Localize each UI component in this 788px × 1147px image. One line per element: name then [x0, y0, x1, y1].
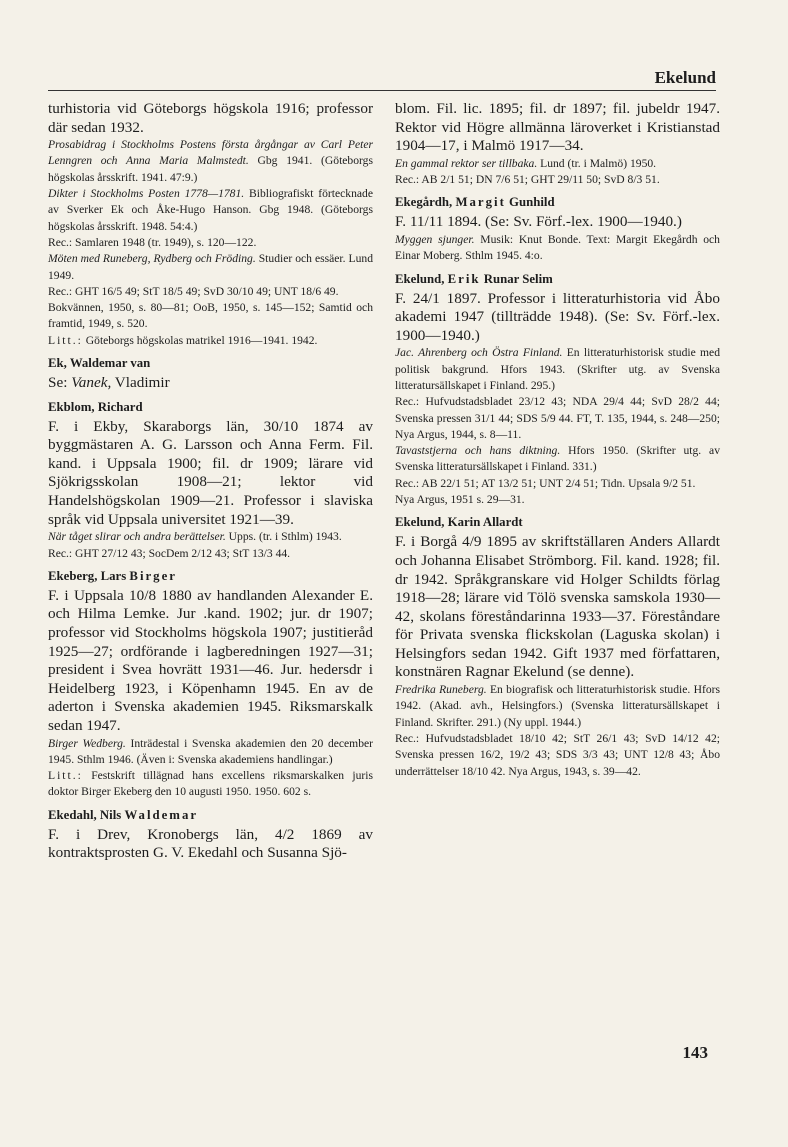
text-run: Inträdestal i Svenska akademien den 20 december 1945. Sthlm 1946. (Även i: Svenska akademiens handlingar.)	[48, 736, 374, 766]
text-run: blom. Fil. lic. 1895; fil. dr 1897; fil. jubeldr 1947. Rektor vid Högre allmänna läroverket i Kristianstad 1904—17, i Malmö 1917—34.	[395, 100, 720, 155]
work-title: När tåget slirar och andra berättelser.	[48, 530, 226, 544]
bibliography-line	[395, 394, 720, 443]
entry-heading	[395, 194, 720, 211]
bibliography-line	[395, 232, 720, 265]
entry-heading	[48, 568, 373, 585]
entry-heading	[48, 807, 373, 824]
work-title: Birger Wedberg.	[48, 736, 126, 750]
page-number: 143	[682, 1043, 708, 1062]
entry-heading	[48, 399, 373, 416]
work-title: Möten med Runeberg, Rydberg och Fröding.	[48, 252, 256, 266]
biography-text	[395, 533, 720, 682]
work-title: Prosabidrag i Stockholms Postens första årgångar av Carl Peter Lenngren och Anna Maria Malmstedt.	[48, 138, 373, 168]
bibliography-line	[48, 235, 373, 251]
entry-heading	[395, 271, 720, 288]
biography-text	[48, 587, 373, 736]
bibliography-line	[395, 682, 720, 731]
work-title: Tavaststjerna och hans diktning.	[395, 444, 561, 458]
text-run: Rec.: GHT 27/12 43; SocDem 2/12 43; StT 13/3 44.	[48, 546, 291, 560]
text-run: Ekeberg, Lars	[48, 568, 130, 583]
spaced-name: Waldemar	[124, 807, 199, 822]
bibliography-line	[48, 333, 373, 349]
running-header	[48, 68, 716, 91]
bibliography-line	[395, 345, 720, 394]
entry-heading	[48, 355, 373, 372]
bibliography-line	[395, 492, 720, 508]
text-run: En litteraturhistorisk studie med politisk bakgrund. Hfors 1943. (Skrifter utg. av Svenska litteratursällskapet i Finland. 295.)	[395, 346, 720, 392]
text-run: turhistoria vid Göteborgs högskola 1916; professor där sedan 1932.	[48, 100, 373, 136]
bibliography-line	[395, 731, 720, 780]
left-column	[48, 100, 373, 863]
text-run: F. i Drev, Kronobergs län, 4/2 1869 av kontraktsprosten G. V. Ekedahl och Susanna Sjö-	[48, 825, 373, 862]
text-run: F. i Uppsala 10/8 1880 av handlanden Alexander E. och Hilma Lemke. Jur .kand. 1902; jur. dr 1907; professor vid Stockholms högskola 1907; justitieråd 1925—27; ordförande i lagberedningen 1927—31; president i Svea hovrätt 1931—46. Jur. hedersdr i Heidelberg 1923, i Köpenhamn 1945. En av de aderton i Svenska akademien 1945. Riksmarskalk sedan 1947.	[48, 586, 373, 734]
text-run: Rec.: AB 2/1 51; DN 7/6 51; GHT 29/11 50; SvD 8/3 51.	[395, 173, 660, 187]
text-run: Rec.: Samlaren 1948 (tr. 1949), s. 120—122.	[48, 235, 257, 249]
text-run: Ekedahl, Nils	[48, 807, 125, 822]
text-run: Rec.: GHT 16/5 49; StT 18/5 49; SvD 30/10 49; UNT 18/6 49.	[48, 284, 339, 298]
biography-text	[48, 418, 373, 530]
bibliography-line	[48, 186, 373, 235]
right-column	[395, 100, 720, 780]
bibliography-line	[48, 137, 373, 186]
text-run: Studier och essäer. Lund 1949.	[48, 252, 373, 282]
text-run: Lund (tr. i Malmö) 1950.	[537, 156, 657, 170]
biography-text	[395, 213, 720, 232]
biography-text	[395, 100, 720, 156]
literature-label: Litt.:	[48, 333, 83, 347]
text-run: Ekelund,	[395, 271, 448, 286]
bibliography-line	[48, 300, 373, 333]
text-run: F. i Ekby, Skaraborgs län, 30/10 1874 av byggmästaren A. G. Larsson och Anna Ferm. Fil. kand. i Uppsala 1900; fil. dr 1909; lärare vid Sjökrigsskolan 1908—21; lektor vid Handelshögskolan 1909—21. Professor i slaviska språk vid Uppsala universitet 1921—39.	[48, 417, 373, 528]
work-title: Fredrika Runeberg.	[395, 683, 487, 697]
work-title: Jac. Ahrenberg och Östra Finland.	[395, 346, 563, 360]
cross-reference: Vanek,	[71, 374, 112, 392]
bibliography-line	[48, 284, 373, 300]
biography-text	[48, 100, 373, 137]
text-run: Rec.: Hufvudstadsbladet 18/10 42; StT 26/1 43; SvD 14/12 42; Svenska pressen 16/2, 19/2 43; SDS 3/3 43; UNT 12/8 43; Åbo underrättelser 18/10 42. Nya Argus, 1943, s. 39—42.	[395, 731, 720, 778]
running-title: Ekelund	[654, 68, 716, 87]
text-run: F. 11/11 1894. (Se: Sv. Förf.-lex. 1900—1940.)	[395, 213, 682, 231]
text-run: Se:	[48, 374, 72, 392]
text-run: Gbg 1941. (Göteborgs högskolas årsskrift. 1941. 47:9.)	[48, 154, 373, 184]
entry-heading	[395, 514, 720, 531]
biography-text	[48, 826, 373, 863]
bibliography-line	[395, 476, 720, 492]
literature-label: Litt.:	[48, 769, 83, 783]
bibliography-line	[395, 156, 720, 172]
bibliography-line	[48, 546, 373, 562]
bibliography-line	[48, 736, 373, 769]
text-run: Musik: Knut Bonde. Text: Margit Ekegårdh och Einar Moberg. Sthlm 1945. 4:o.	[395, 232, 720, 263]
text-run: Rec.: AB 22/1 51; AT 13/2 51; UNT 2/4 51; Tidn. Upsala 9/2 51.	[395, 476, 696, 490]
bibliography-line	[48, 251, 373, 284]
text-run: Ek, Waldemar van	[48, 356, 151, 371]
bibliography-line	[395, 172, 720, 188]
text-run: F. 24/1 1897. Professor i litteraturhistoria vid Åbo akademi 1947 (tillträdde 1948). (Se: Sv. Förf.-lex. 1900—1940.)	[395, 289, 720, 344]
text-run: F. i Borgå 4/9 1895 av skriftställaren Anders Allardt och Johanna Elisabet Strömborg. Fil. kand. 1928; fil. dr 1942. Språkgranskare vid Holger Schildts förlag 1918—28; lärare vid Tölö svenska samskola 1930—42, skolans föreståndarinna 1933—37. Föreståndare för Privata svenska flickskolan (Laguska skolan) i Helsingfors sedan 1942. Gift 1937 med författaren, konstnären Ragnar Ekelund (se denne).	[395, 533, 720, 681]
spaced-name: Birger	[129, 568, 177, 583]
text-run: Upps. (tr. i Sthlm) 1943.	[225, 530, 342, 544]
biography-text	[48, 374, 373, 393]
text-run: En biografisk och litteraturhistorisk studie. Hfors 1942. (Akad. avh., Helsingfors.) (Svenska litteratursällskapet i Finland. Skrifter. 291.) (Ny uppl. 1944.)	[395, 683, 720, 729]
bibliography-line	[395, 443, 720, 476]
work-title: En gammal rektor ser tillbaka.	[395, 156, 538, 170]
text-run: Ekblom, Richard	[48, 399, 143, 414]
spaced-name: Erik	[447, 271, 481, 286]
biography-text	[395, 290, 720, 346]
text-run: Ekelund, Karin Allardt	[395, 515, 523, 530]
text-run: Göteborgs högskolas matrikel 1916—1941. 1942.	[82, 333, 318, 347]
text-run: Ekegårdh,	[395, 195, 456, 210]
work-title: Myggen sjunger.	[395, 232, 475, 246]
text-run: Bibliografiskt förtecknade av Sverker Ek och Åke-Hugo Hanson. Gbg 1948. (Göteborgs högskolas årsskrift. 1948. 54:4.)	[48, 187, 373, 233]
text-run: Gunhild	[505, 195, 555, 210]
text-run: Vladimir	[111, 374, 170, 392]
text-run: Hfors 1950. (Skrifter utg. av Svenska litteratursällskapet i Finland. 331.)	[395, 444, 720, 474]
work-title: Dikter i Stockholms Posten 1778—1781.	[48, 187, 245, 201]
bibliography-line	[48, 529, 373, 545]
text-run: Bokvännen, 1950, s. 80—81; OoB, 1950, s. 145—152; Samtid och framtid, 1949, s. 520.	[48, 301, 373, 331]
text-run: Runar Selim	[480, 271, 553, 286]
bibliography-line	[48, 768, 373, 801]
text-run: Nya Argus, 1951 s. 29—31.	[395, 493, 525, 507]
spaced-name: Margit	[455, 195, 506, 210]
text-run: Rec.: Hufvudstadsbladet 23/12 43; NDA 29/4 44; SvD 28/2 44; Svenska pressen 31/1 44; SDS 5/9 44. FT, T. 135, 1944, s. 248—250; Nya Argus, 1944, s. 8—11.	[395, 395, 720, 441]
text-run: Festskrift tillägnad hans excellens riksmarskalken juris doktor Birger Ekeberg den 10 augusti 1950. 1950. 602 s.	[48, 769, 373, 799]
